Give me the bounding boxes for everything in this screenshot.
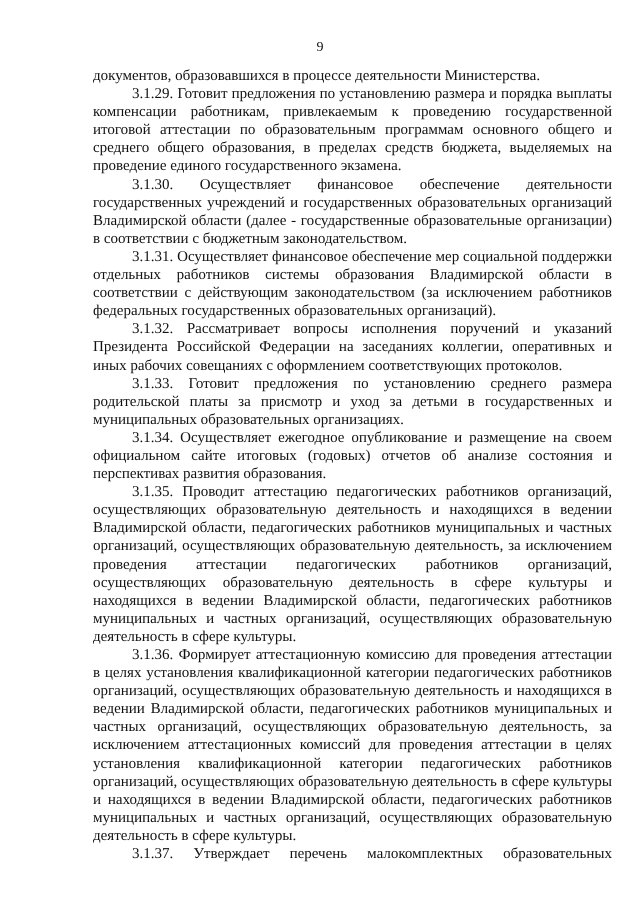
document-body [93,67,612,863]
paragraph: 3.1.35. Проводит аттестацию педагогических работников организаций, осуществляющих образовательную деятельность и находящихся в ведении Владимирской области, педагогических работников муниципальных и частных организаций, осуществляющих образовательную деятельность, за исключением проведения аттестации педагогических работников организаций, осуществляющих образовательную деятельность в сфере культуры и находящихся в ведении Владимирской области, педагогических работников муниципальных и частных организаций, осуществляющих образовательную деятельность в сфере культуры. [93,484,612,645]
paragraph: 3.1.37. Утверждает перечень малокомплектных образовательных [132,846,612,863]
paragraph: 3.1.36. Формирует аттестационную комиссию для проведения аттестации в целях установления квалификационной категории педагогических работников организаций, осуществляющих образовательную деятельность и находящихся в ведении Владимирской области, педагогических работников муниципальных и частных организаций, осуществляющих образовательную деятельность, за исключением аттестационных комиссий для проведения аттестации в целях установления квалификационной категории педагогических работников организаций, осуществляющих образовательную деятельность в сфере культуры и находящихся в ведении Владимирской области, педагогических работников муниципальных и частных организаций, осуществляющих образовательную деятельность в сфере культуры. [93,647,612,844]
paragraph: 3.1.29. Готовит предложения по установлению размера и порядка выплаты компенсации работникам, привлекаемым к проведению государственной итоговой аттестации по образовательным программам основного общего и среднего общего образования, в пределах средств бюджета, выделяемых на проведение единого государственного экзамена. [93,86,612,175]
page-number: 9 [316,40,324,55]
paragraph: 3.1.30. Осуществляет финансовое обеспечение деятельности государственных учреждений и государственных образовательных организаций Владимирской области (далее - государственные образовательные организации) в соответствии с бюджетным законодательством. [93,176,612,247]
paragraph: документов, образовавшихся в процессе деятельности Министерства. [93,68,541,84]
paragraph: 3.1.34. Осуществляет ежегодное опубликование и размещение на своем официальном сайте итоговых (годовых) отчетов об анализе состояния и перспективах развития образования. [93,429,612,483]
paragraph: 3.1.33. Готовит предложения по установлению среднего размера родительской платы за присмотр и уход за детьми в государственных и муниципальных образовательных организациях. [93,375,612,428]
paragraph: 3.1.32. Рассматривает вопросы исполнения поручений и указаний Президента Российской Федерации на заседаниях коллегии, оперативных и иных рабочих совещаниях с оформлением соответствующих протоколов. [93,321,612,374]
paragraph: 3.1.31. Осуществляет финансовое обеспечение мер социальной поддержки отдельных работников системы образования Владимирской области в соответствии с действующим законодательством (за исключением работников федеральных государственных образовательных организаций). [93,248,612,320]
